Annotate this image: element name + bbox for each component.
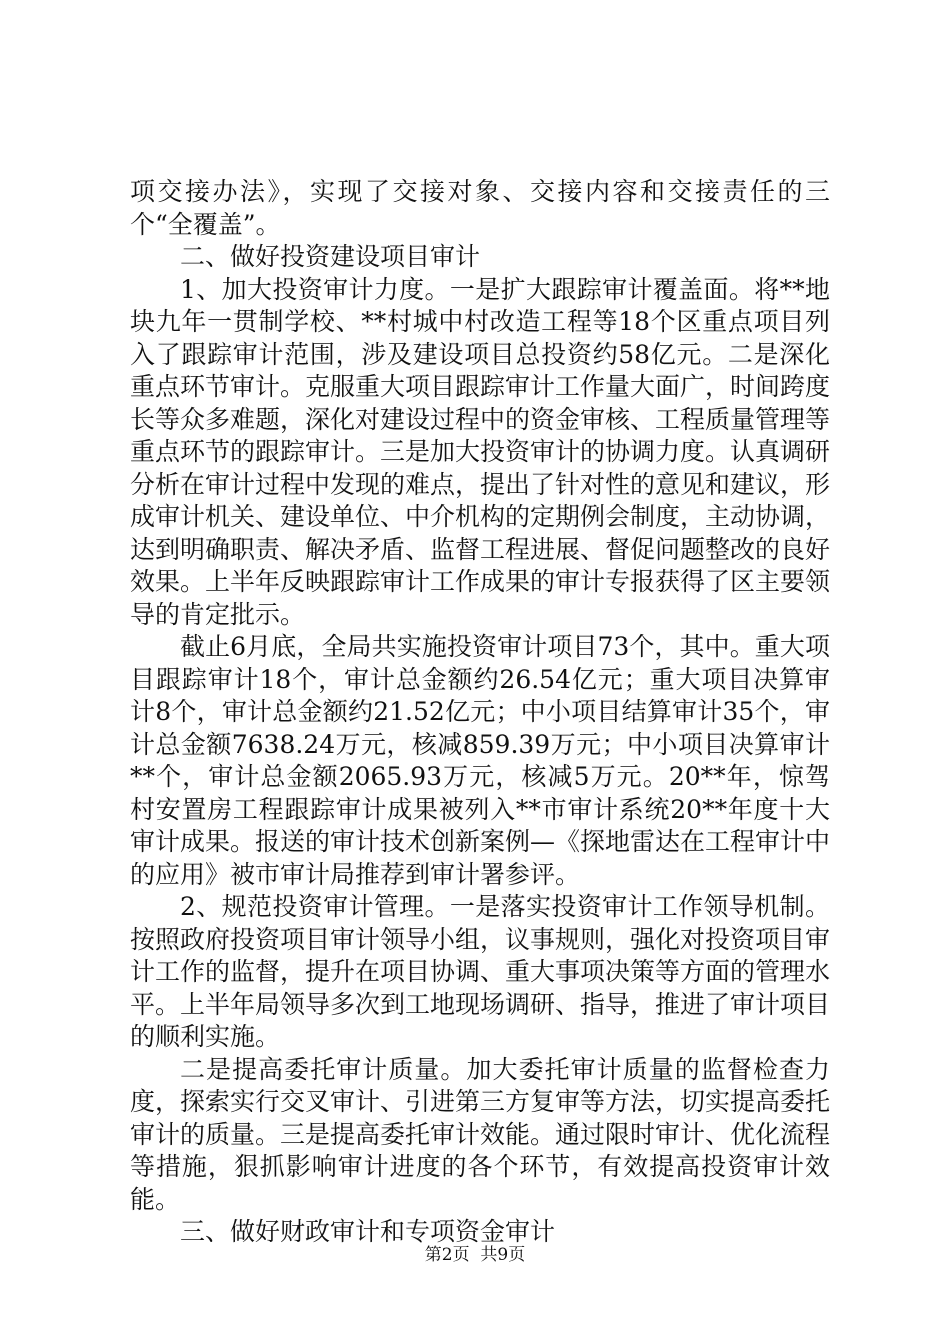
paragraph-investment-audit-management: 2、规范投资审计管理。一是落实投资审计工作领导机制。按照政府投资项目审计领导小组，议事规则，强化对投资项目审计工作的监督，提升在项目协调、重大事项决策等方面的管理水平。上半年局领导多次到工地现场调研、指导，推进了审计项目的顺利实施。 xyxy=(130,892,831,1051)
paragraph-continuation: 项交接办法》，实现了交接对象、交接内容和交接责任的三个“全覆盖”。 xyxy=(130,177,830,239)
section-heading-fiscal-audit: 三、做好财政审计和专项资金审计 xyxy=(180,1217,556,1246)
page-footer xyxy=(0,1244,950,1266)
page-number-label: 第2页 共9页 xyxy=(424,1245,526,1265)
section-heading-investment-audit: 二、做好投资建设项目审计 xyxy=(180,242,481,271)
paragraph-investment-audit-intensity: 1、加大投资审计力度。一是扩大跟踪审计覆盖面。将**地块九年一贯制学校、**村城中村改造工程等18个区重点项目列入了跟踪审计范围，涉及建设项目总投资约58亿元。二是深化重点环节审计。克服重大项目跟踪审计工作量大面广，时间跨度长等众多难题，深化对建设过程中的资金审核、工程质量管理等重点环节的跟踪审计。三是加大投资审计的协调力度。认真调研分析在审计过程中发现的难点，提出了针对性的意见和建议，形成审计机关、建设单位、中介机构的定期例会制度，主动协调，达到明确职责、解决矛盾、监督工程进展、督促问题整改的良好效果。上半年反映跟踪审计工作成果的审计专报获得了区主要领导的肯定批示。 xyxy=(130,274,831,629)
paragraph-investment-audit-statistics: 截止6月底，全局共实施投资审计项目73个，其中。重大项目跟踪审计18个，审计总金额约26.54亿元；重大项目决算审计8个，审计总金额约21.52亿元；中小项目结算审计35个，审计总金额7638.24万元，核减859.39万元；中小项目决算审计**个，审计总金额2065.93万元，核减5万元。20**年，惊驾村安置房工程跟踪审计成果被列入**市审计系统20**年度十大审计成果。报送的审计技术创新案例—《探地雷达在工程审计中的应用》被市审计局推荐到审计署参评。 xyxy=(130,632,831,889)
document-body xyxy=(130,176,830,1249)
paragraph-entrusted-audit-quality: 二是提高委托审计质量。加大委托审计质量的监督检查力度，探索实行交叉审计、引进第三方复审等方法，切实提高委托审计的质量。三是提高委托审计效能。通过限时审计、优化流程等措施，狠抓影响审计进度的各个环节，有效提高投资审计效能。 xyxy=(130,1054,831,1214)
